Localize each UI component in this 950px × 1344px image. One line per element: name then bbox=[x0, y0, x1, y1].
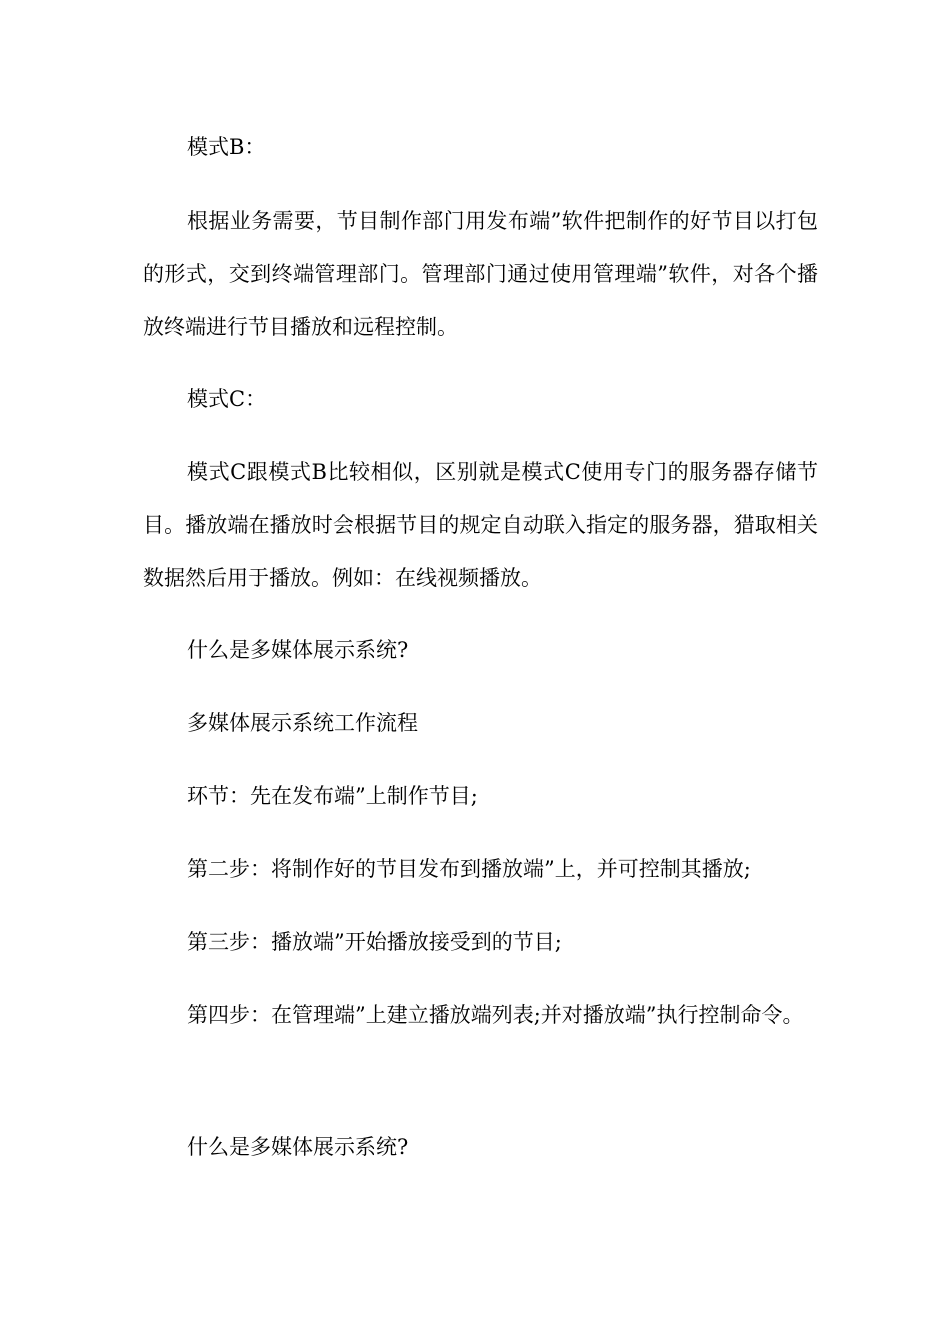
heading-workflow: 多媒体展示系统工作流程 bbox=[187, 711, 418, 735]
step-one: 环节：先在发布端”上制作节目; bbox=[187, 784, 478, 808]
question-what-is-multimedia-display-system-repeat: 什么是多媒体展示系统? bbox=[187, 1135, 409, 1159]
step-four: 第四步：在管理端”上建立播放端列表;并对播放端”执行控制命令。 bbox=[187, 1003, 804, 1027]
step-three: 第三步：播放端”开始播放接受到的节目; bbox=[187, 930, 562, 954]
step-two: 第二步：将制作好的节目发布到播放端”上，并可控制其播放; bbox=[187, 857, 751, 881]
heading-mode-b: 模式B： bbox=[187, 135, 266, 159]
question-what-is-multimedia-display-system: 什么是多媒体展示系统? bbox=[187, 638, 409, 662]
paragraph-mode-b-description: 根据业务需要，节目制作部门用发布端”软件把制作的好节目以打包的形式，交到终端管理部门。管理部门通过使用管理端”软件，对各个播放终端进行节目播放和远程控制。 bbox=[143, 209, 818, 339]
heading-mode-c: 模式C： bbox=[187, 387, 267, 411]
paragraph-mode-c-description: 模式C跟模式B比较相似，区别就是模式C使用专门的服务器存储节目。播放端在播放时会根据节目的规定自动联入指定的服务器，猎取相关数据然后用于播放。例如：在线视频播放。 bbox=[143, 460, 818, 590]
